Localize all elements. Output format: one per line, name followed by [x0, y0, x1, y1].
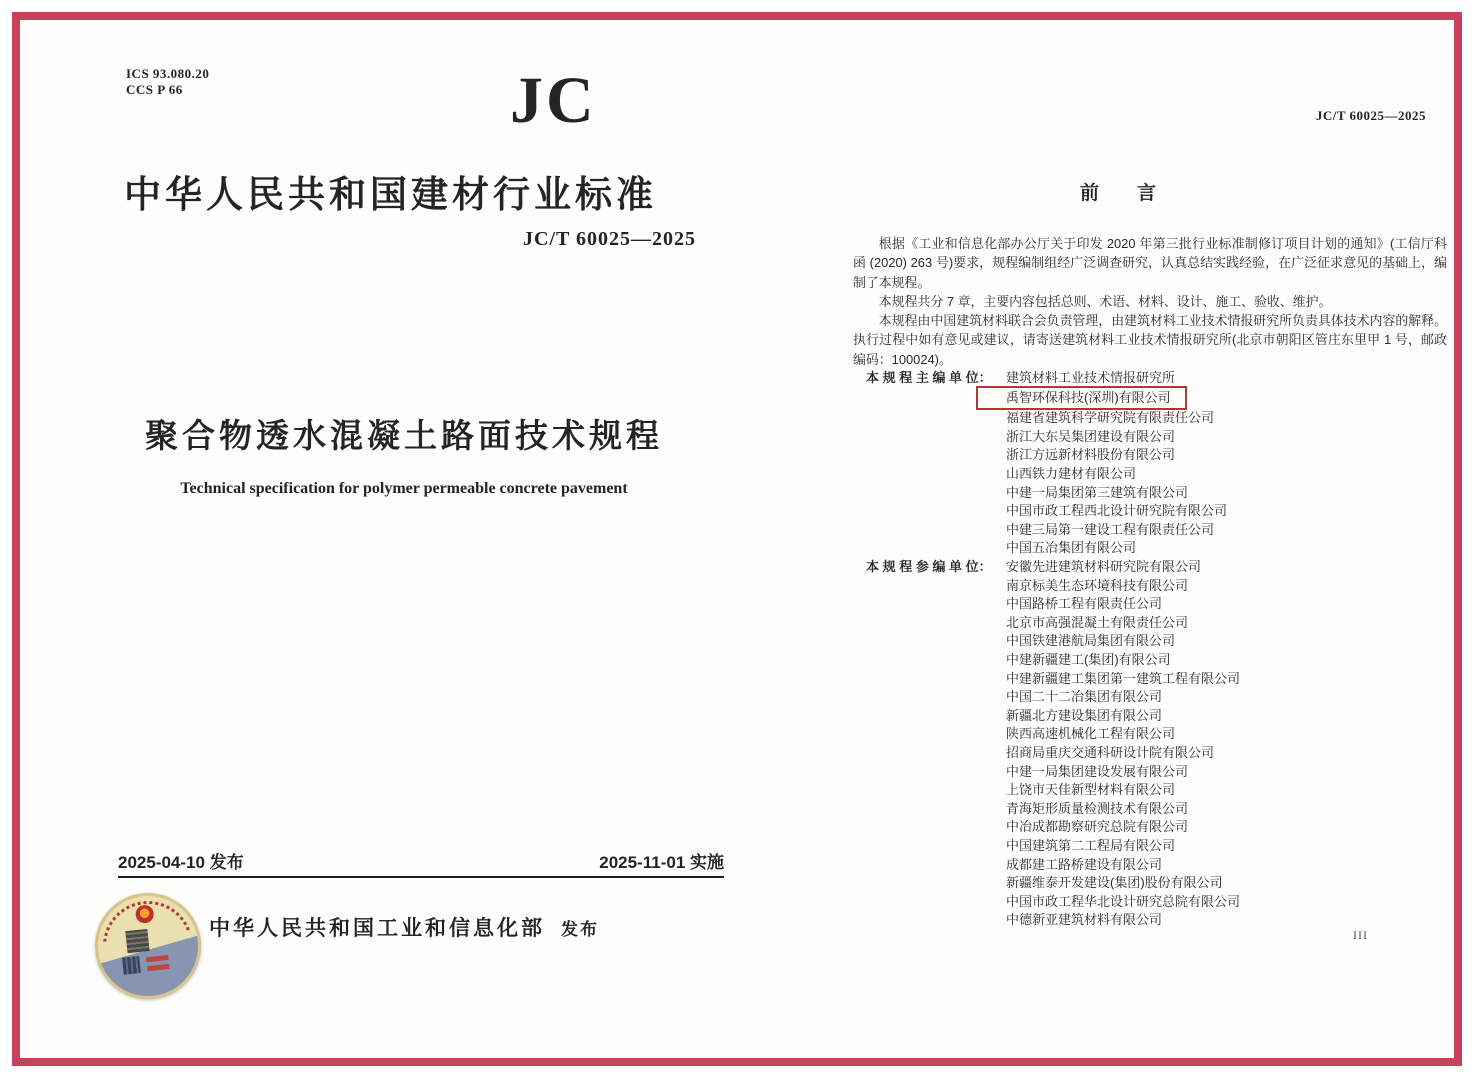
organization-name: 禹智环保科技(深圳)有限公司: [978, 388, 1185, 409]
chief-editors-label: 本 规 程 主 编 单 位：: [866, 370, 992, 386]
standard-class-title: 中华人民共和国建材行业标准: [124, 174, 657, 215]
issue-suffix: 发布: [561, 920, 599, 939]
seal-qr-code-small-icon: [122, 956, 141, 975]
organization-name: 南京标美生态环境科技有限公司: [1006, 577, 1189, 593]
cover-page: [48, 20, 760, 1058]
organization-name: 新疆维泰开发建设(集团)股份有限公司: [1006, 875, 1223, 891]
ccs-code: CCS P 66: [126, 82, 183, 97]
organization-name: 中德新亚建筑材料有限公司: [1006, 912, 1163, 928]
organization-name: 中建一局集团第三建筑有限公司: [1006, 484, 1189, 500]
organization-name: 中国五冶集团有限公司: [1006, 540, 1137, 556]
seal-red-text-mark: [147, 964, 169, 971]
participant-editors-block: [853, 558, 1447, 930]
organization-name: 青海矩形质量检测技术有限公司: [1006, 800, 1189, 816]
page-number: III: [1353, 928, 1368, 942]
organization-name: 福建省建筑科学研究院有限责任公司: [1006, 410, 1215, 426]
organization-name: 建筑材料工业技术情报研究所: [1006, 370, 1176, 386]
red-photo-frame: [12, 12, 1462, 1066]
certification-seal: [90, 888, 206, 1004]
horizontal-rule: [118, 876, 724, 878]
document-title-en: Technical specification for polymer permeable concrete pavement: [180, 480, 628, 497]
foreword-paragraphs: [853, 234, 1447, 369]
organization-name: 山西铁力建材有限公司: [1006, 466, 1137, 482]
organization-name: 中建三局第一建设工程有限责任公司: [1006, 521, 1215, 537]
organization-name: 中国市政工程华北设计研究总院有限公司: [1006, 893, 1241, 909]
issue-date: 2025-04-10 发布: [118, 853, 244, 872]
organization-name: 上饶市天佳新型材料有限公司: [1006, 782, 1176, 798]
organization-name: 安徽先进建筑材料研究院有限公司: [1006, 559, 1202, 575]
organization-name: 北京市高强混凝土有限责任公司: [1006, 614, 1189, 630]
organization-name: 陕西高速机械化工程有限公司: [1006, 726, 1176, 742]
participant-editors-label: 本 规 程 参 编 单 位：: [866, 559, 992, 575]
organization-name: 中建一局集团建设发展有限公司: [1006, 763, 1189, 779]
standard-number: JC/T 60025—2025: [523, 228, 696, 250]
organization-name: 中国建筑第二工程局有限公司: [1006, 837, 1176, 853]
dates-row: [118, 848, 724, 873]
foreword-paragraph: 根据《工业和信息化部办公厅关于印发 2020 年第三批行业标准制修订项目计划的通知》(工信厅科函 (2020) 263 号)要求，规程编制组经广泛调查研究，认真总结实践经验，在广泛征求意见的基础上，编制了本规程。: [853, 236, 1447, 290]
organization-name: 招商局重庆交通科研设计院有限公司: [1006, 744, 1215, 760]
chief-editors-block: [853, 369, 1447, 558]
participant-editors-list: [1006, 558, 1447, 930]
organization-name: 成都建工路桥建设有限公司: [1006, 856, 1163, 872]
organization-name: 中国铁建港航局集团有限公司: [1006, 633, 1176, 649]
organization-name: 新疆北方建设集团有限公司: [1006, 707, 1163, 723]
jc-logo: JC: [510, 64, 597, 137]
ics-code: ICS 93.080.20: [126, 66, 210, 81]
organization-name: 中建新疆建工(集团)有限公司: [1006, 651, 1171, 667]
organization-name: 浙江方远新材料股份有限公司: [1006, 447, 1176, 463]
organization-name: 中冶成都勘察研究总院有限公司: [1006, 819, 1189, 835]
chief-editors-list: [1006, 369, 1447, 558]
organization-name: 中建新疆建工集团第一建筑工程有限公司: [1006, 670, 1241, 686]
foreword-paragraph: 本规程由中国建筑材料联合会负责管理，由建筑材料工业技术情报研究所负责具体技术内容的解释。执行过程中如有意见或建议，请寄送建筑材料工业技术情报研究所(北京市朝阳区管庄东里甲 1 号，邮政编码：100024)。: [853, 313, 1447, 367]
document-title-zh: 聚合物透水混凝土路面技术规程: [145, 417, 663, 454]
ics-codes: [126, 66, 209, 98]
foreword-paragraph: 本规程共分 7 章，主要内容包括总则、术语、材料、设计、施工、验收、维护。: [878, 293, 1332, 309]
implement-date: 2025-11-01 实施: [599, 853, 724, 872]
issuer-name: 中华人民共和国工业和信息化部: [209, 917, 545, 940]
organization-name: 浙江大东吴集团建设有限公司: [1006, 428, 1176, 444]
running-header-standard-number: JC/T 60025—2025: [1315, 108, 1426, 123]
organization-name: 中国路桥工程有限责任公司: [1006, 596, 1163, 612]
seal-red-text-mark: [146, 955, 168, 962]
seal-emblem-icon: [135, 904, 155, 924]
seal-qr-code-icon: [125, 929, 149, 953]
organization-name: 中国市政工程西北设计研究院有限公司: [1006, 503, 1228, 519]
foreword-page: [778, 20, 1458, 1058]
foreword-body: [853, 234, 1447, 930]
organization-name: 中国二十二冶集团有限公司: [1006, 689, 1163, 705]
foreword-heading: 前 言: [1079, 183, 1156, 204]
